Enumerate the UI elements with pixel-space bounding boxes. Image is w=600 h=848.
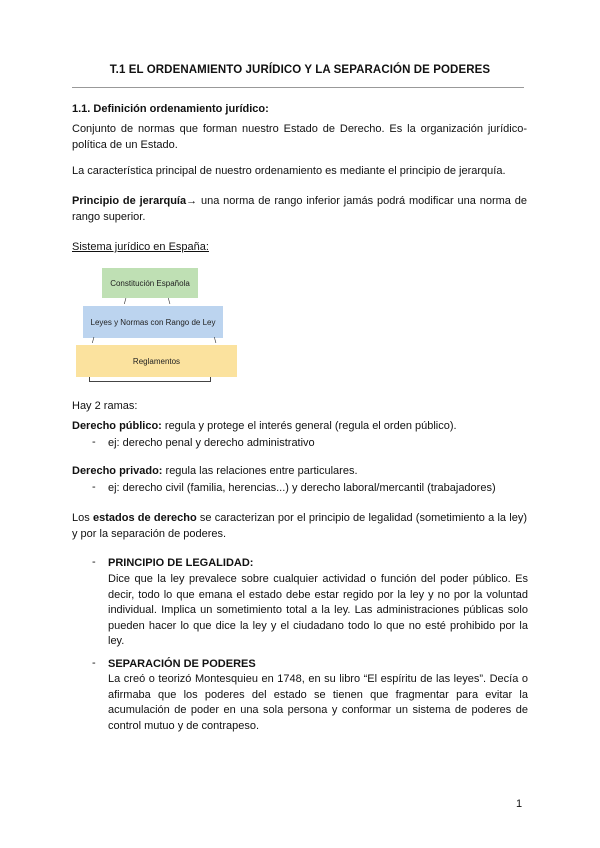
principle-paragraph: [72, 194, 527, 225]
branches-intro: Hay 2 ramas:: [72, 400, 138, 412]
definition-paragraph: Conjunto de normas que forman nuestro Estado de Derecho. Es la organización jurídico-política de un Estado.: [72, 123, 527, 151]
diagram-connector-right-1: \: [168, 297, 171, 306]
states-paragraph: Los estados de derecho se caracterizan por el principio de legalidad (sometimiento a la ley) y por la separación de poderes.: [72, 512, 527, 540]
separation-heading: SEPARACIÓN DE PODERES: [108, 658, 256, 670]
diagram-level-constitution: Constitución Española: [102, 268, 198, 298]
legality-heading: PRINCIPIO DE LEGALIDAD:: [108, 557, 254, 569]
diagram-level-regulations: Reglamentos: [76, 345, 237, 377]
document-title: T.1 EL ORDENAMIENTO JURÍDICO Y LA SEPARACIÓN DE PODERES: [109, 64, 491, 76]
legality-text: Dice que la ley prevalece sobre cualquier actividad o función del poder público. Es decir, todo lo que emana el estado debe estar regido por la ley y no por la voluntad individual. Implica un sometimiento total a la ley. Las administraciones públicas solo pueden hacer lo que dice la ley y el ciudadano todo lo que no esté prohibido por la ley.: [108, 573, 528, 647]
system-label: Sistema jurídico en España:: [72, 241, 209, 253]
private-law-line: Derecho privado: regula las relaciones entre particulares.: [72, 465, 358, 477]
principle-term: Principio de jerarquía: [72, 195, 187, 207]
bullet-dash: -: [92, 481, 96, 493]
page-number: 1: [516, 798, 523, 810]
section-heading: 1.1. Definición ordenamiento jurídico:: [72, 103, 269, 115]
bullet-dash: -: [92, 436, 96, 448]
public-law-line: Derecho público: regula y protege el interés general (regula el orden público).: [72, 420, 457, 432]
bullet-dash: -: [92, 556, 96, 568]
diagram-base-bracket: [89, 377, 211, 382]
bullet-dash: -: [92, 657, 96, 669]
public-law-example: ej: derecho penal y derecho administrativo: [108, 437, 315, 449]
private-law-example: ej: derecho civil (familia, herencias...) y derecho laboral/mercantil (trabajadores): [108, 482, 496, 494]
characteristic-paragraph: La característica principal de nuestro ordenamiento es mediante el principio de jerarquía.: [72, 165, 506, 177]
diagram-connector-left-2: /: [92, 336, 95, 345]
separation-text: La creó o teorizó Montesquieu en 1748, en su libro “El espíritu de las leyes”. Decía o afirmaba que los poderes del estado se tienen que fragmentar para evitar la acumulación de poder en una sola persona y conformar un sistema de poderes de control mutuo y de contrapeso.: [108, 673, 528, 732]
principle-text: → una norma de rango inferior jamás podrá modificar una norma de rango superior.: [72, 195, 527, 223]
title-divider: [72, 87, 524, 88]
diagram-level-laws: Leyes y Normas con Rango de Ley: [83, 306, 223, 338]
diagram-connector-left-1: /: [124, 297, 127, 306]
diagram-connector-right-2: \: [214, 336, 217, 345]
